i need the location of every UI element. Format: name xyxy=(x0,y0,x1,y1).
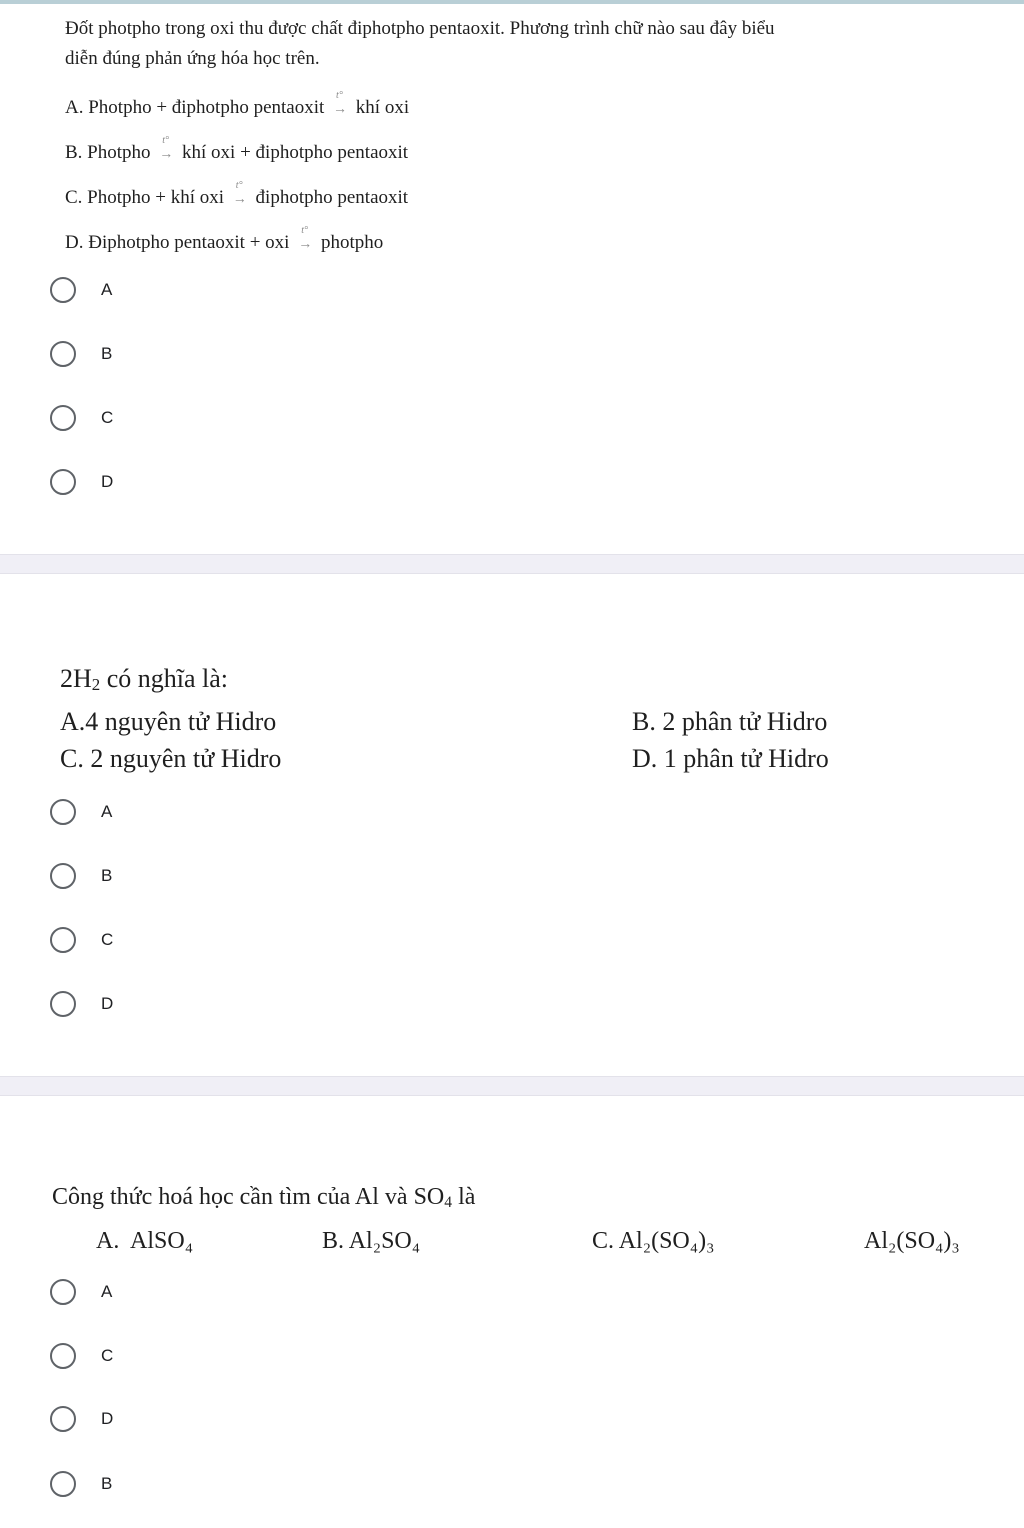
q1-option-c[interactable]: C xyxy=(50,402,113,434)
question-1-prompt-line1: Đốt photpho trong oxi thu được chất điphotpho pentaoxit. Phương trình chữ nào sau đây biểu xyxy=(65,18,775,39)
question-2-choice-a: A.4 nguyên tử Hidro xyxy=(60,707,277,736)
radio-button-icon[interactable] xyxy=(50,341,76,367)
question-2-image xyxy=(60,660,960,777)
radio-button-icon[interactable] xyxy=(50,799,76,825)
question-card-3 xyxy=(10,1096,1024,1528)
radio-button-icon[interactable] xyxy=(50,1343,76,1369)
q3-option-b[interactable]: B xyxy=(50,1468,112,1500)
question-2-prompt: $2H_2$ có nghĩa là: xyxy=(60,664,229,694)
question-1-prompt-line2: diễn đúng phản ứng hóa học trên. xyxy=(65,48,320,69)
q1-option-b[interactable]: B xyxy=(50,338,112,370)
q2-option-d[interactable]: D xyxy=(50,988,113,1020)
radio-button-icon[interactable] xyxy=(50,405,76,431)
question-card-1 xyxy=(10,4,1024,552)
q1-option-d[interactable]: D xyxy=(50,466,113,498)
q1-option-a[interactable]: A xyxy=(50,274,112,306)
radio-button-icon[interactable] xyxy=(50,863,76,889)
radio-button-icon[interactable] xyxy=(50,991,76,1017)
radio-button-icon[interactable] xyxy=(50,1471,76,1497)
question-3-choice-b: B. Al₂SO₄ xyxy=(322,1228,421,1254)
question-3-image xyxy=(52,1178,1012,1262)
question-3-choice-d: Al₂(SO₄)₃ xyxy=(864,1228,960,1254)
question-separator xyxy=(0,1076,1024,1096)
reaction-arrow-icon: t° → xyxy=(298,225,313,252)
question-2-choice-d: D. 1 phân tử Hidro xyxy=(632,744,829,773)
reaction-arrow-icon: t° → xyxy=(333,90,348,117)
reaction-arrow-icon: t° → xyxy=(232,180,247,207)
question-1-choice-c: C. Photpho + khí oxi t° → điphotpho pentaoxit xyxy=(65,176,1005,221)
radio-button-icon[interactable] xyxy=(50,469,76,495)
question-3-choice-a: A. AlSO₄ xyxy=(96,1228,194,1254)
q3-option-c[interactable]: C xyxy=(50,1340,113,1372)
question-separator xyxy=(0,554,1024,574)
question-card-2 xyxy=(10,574,1024,1074)
question-3-choice-c: C. Al₂(SO₄)₃ xyxy=(592,1228,715,1254)
q3-option-a[interactable]: A xyxy=(50,1276,112,1308)
radio-button-icon[interactable] xyxy=(50,1279,76,1305)
question-1-choice-a: A. Photpho + điphotpho pentaoxit t° → khí oxi xyxy=(65,86,1005,131)
question-1-choice-d: D. Điphotpho pentaoxit + oxi t° → photpho xyxy=(65,221,1005,266)
q3-option-d[interactable]: D xyxy=(50,1403,113,1435)
question-1-image xyxy=(65,14,1005,266)
radio-button-icon[interactable] xyxy=(50,277,76,303)
q2-option-b[interactable]: B xyxy=(50,860,112,892)
q2-option-c[interactable]: C xyxy=(50,924,113,956)
question-2-choice-c: C. 2 nguyên tử Hidro xyxy=(60,744,282,773)
question-2-choice-b: B. 2 phân tử Hidro xyxy=(632,707,828,736)
reaction-arrow-icon: t° → xyxy=(159,135,174,162)
question-3-prompt: Công thức hoá học cần tìm của Al và $SO_4$ là xyxy=(52,1184,476,1211)
question-1-choice-b: B. Photpho t° → khí oxi + điphotpho pentaoxit xyxy=(65,131,1005,176)
radio-button-icon[interactable] xyxy=(50,1406,76,1432)
radio-button-icon[interactable] xyxy=(50,927,76,953)
q2-option-a[interactable]: A xyxy=(50,796,112,828)
